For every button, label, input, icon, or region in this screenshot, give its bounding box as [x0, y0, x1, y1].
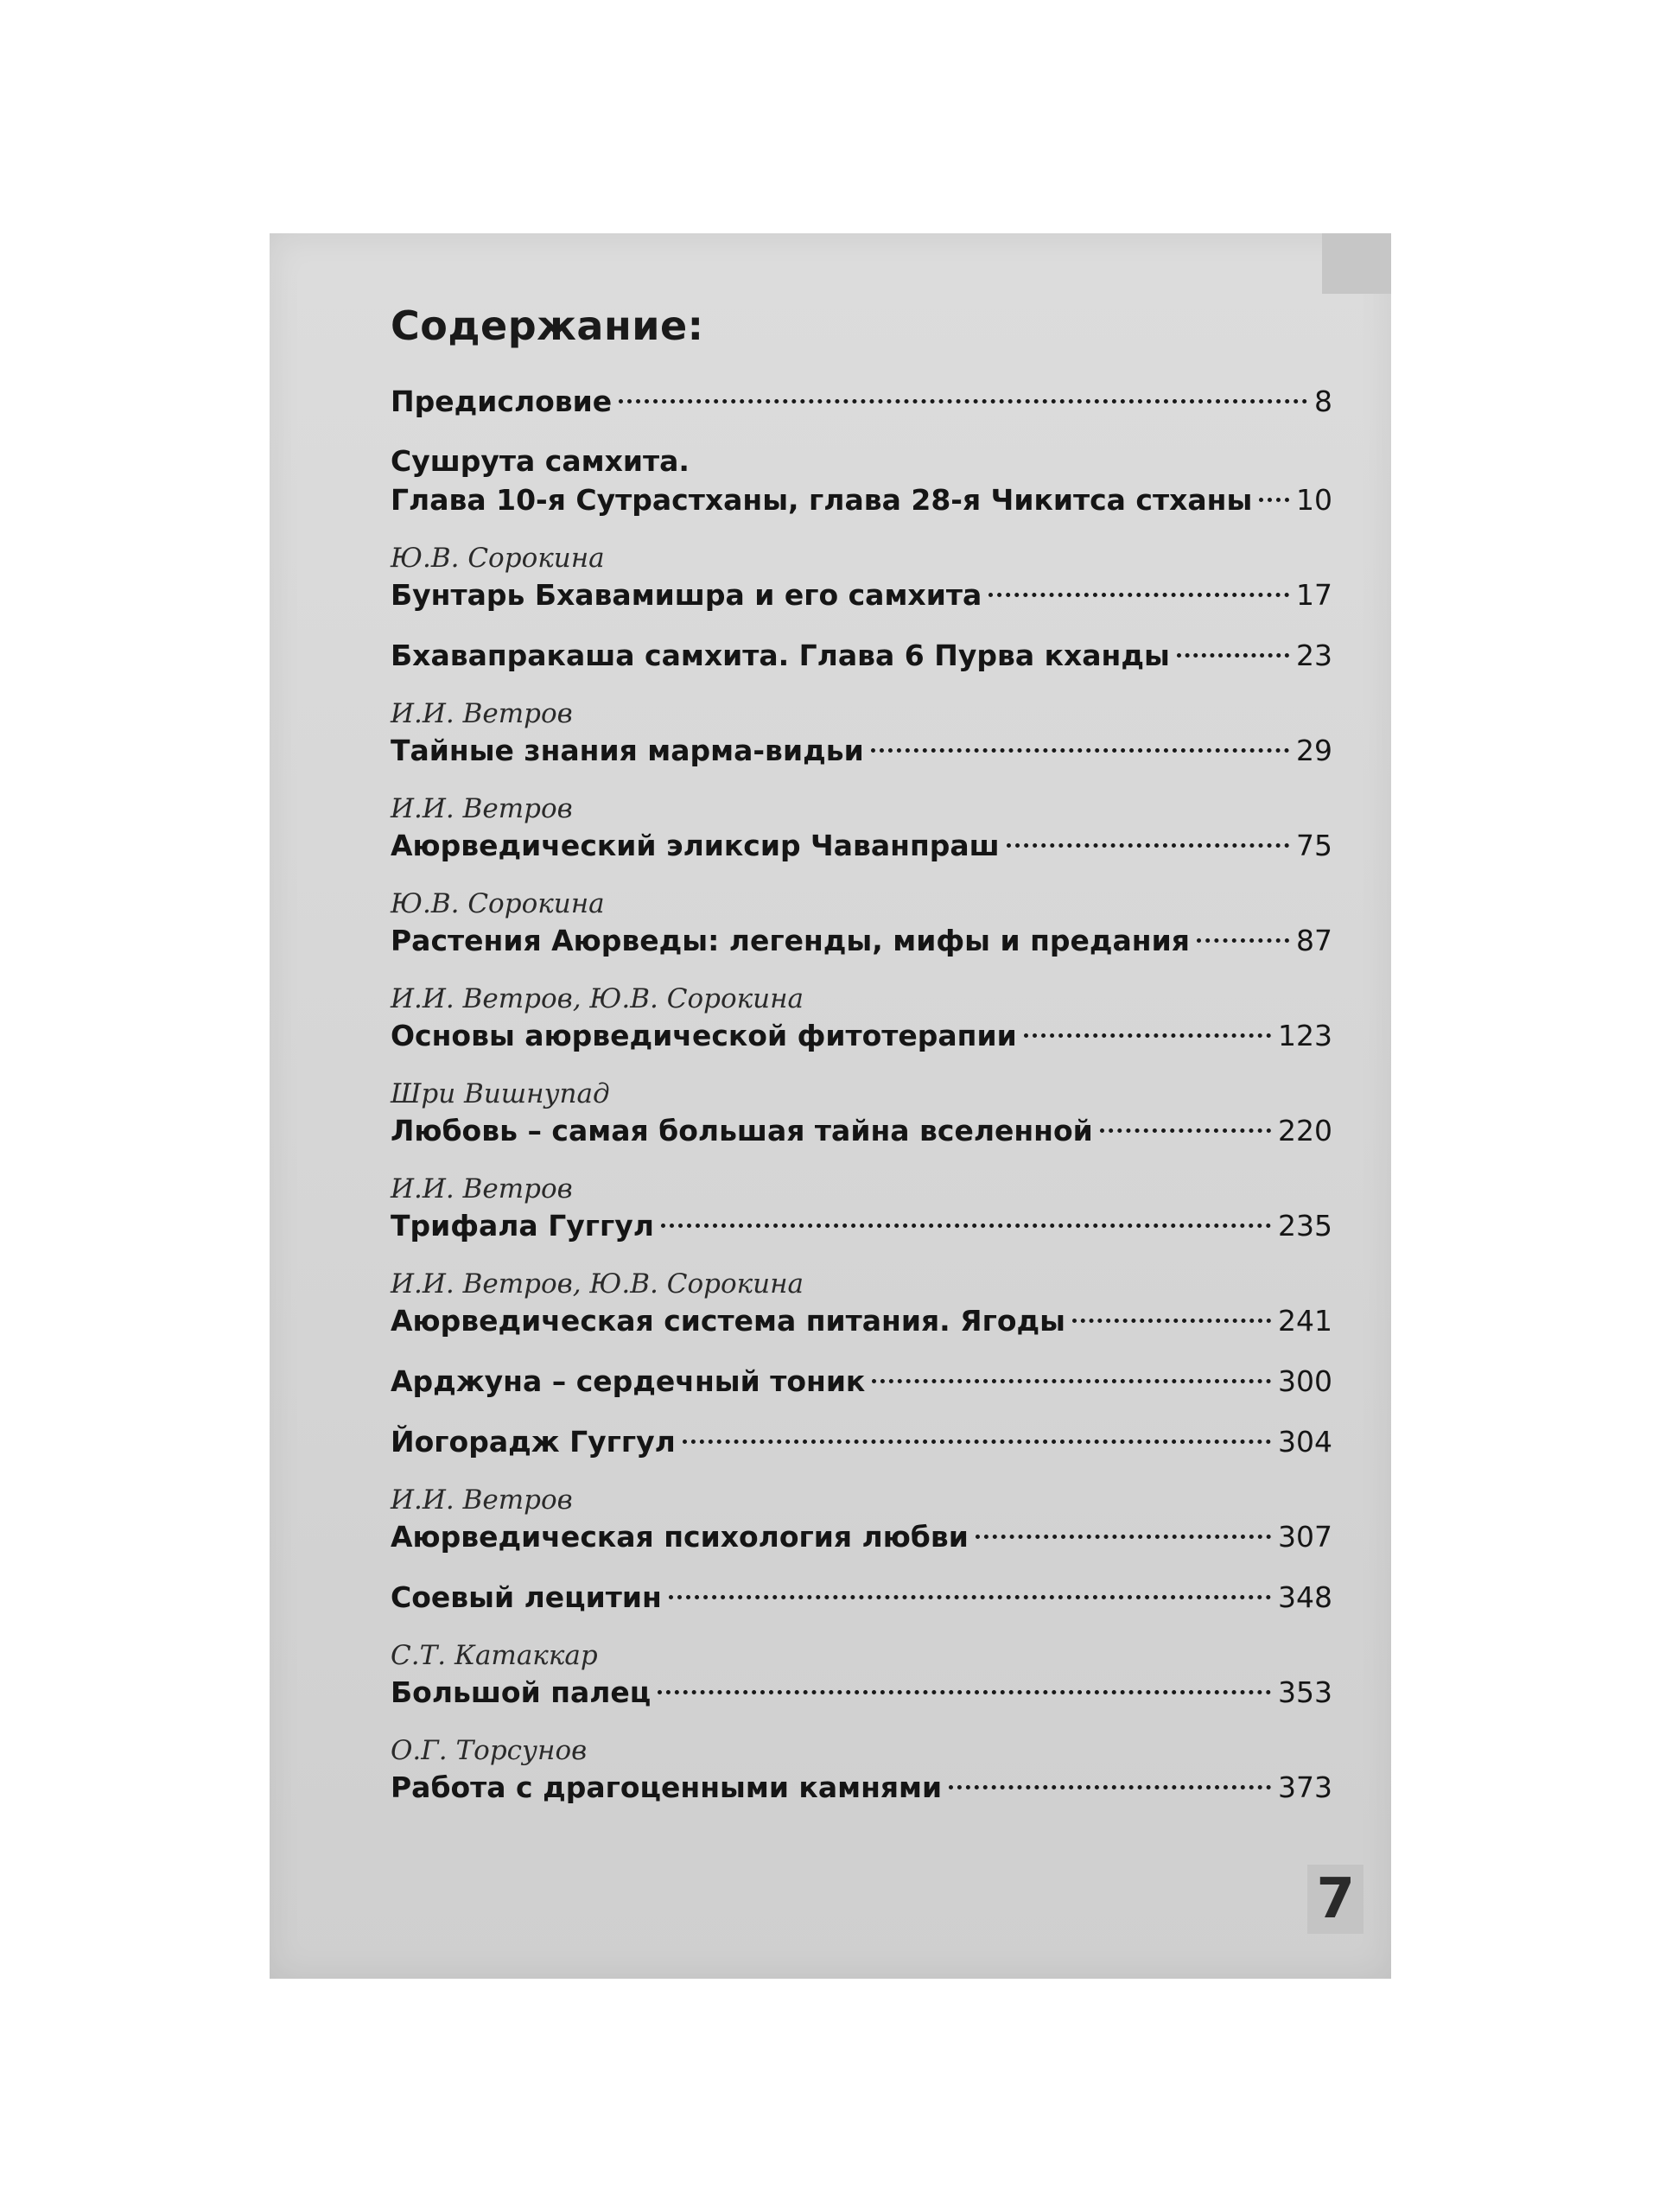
- toc-entry: [391, 541, 1332, 615]
- toc-entry: [391, 982, 1332, 1056]
- toc-entry-title: Трифала Гуггул: [391, 1209, 654, 1243]
- dot-leader: [1177, 653, 1289, 658]
- dot-leader: [1197, 938, 1289, 943]
- toc-entry-page: 307: [1278, 1520, 1332, 1554]
- toc-entry: [391, 1733, 1332, 1808]
- dot-leader: [619, 399, 1307, 404]
- toc-entry: [391, 636, 1332, 676]
- dot-leader: [669, 1595, 1271, 1599]
- dot-leader: [976, 1535, 1271, 1539]
- toc-entry-page: 75: [1296, 829, 1332, 862]
- toc-entry: [391, 791, 1332, 866]
- toc-entry-row: [391, 1206, 1332, 1246]
- dot-leader: [949, 1785, 1271, 1789]
- toc-entry-page: 23: [1296, 639, 1332, 672]
- toc-entry-author: И.И. Ветров: [391, 1484, 573, 1516]
- toc-entry: [391, 696, 1332, 771]
- toc-entry-title: Большой палец: [391, 1675, 652, 1709]
- toc-entry-row: [391, 1362, 1332, 1402]
- toc-entry-row: [391, 826, 1332, 866]
- toc-entry-title: Соевый лецитин: [391, 1580, 662, 1614]
- toc-entry-title: Тайные знания марма-видьи: [391, 734, 864, 767]
- toc-entry-author: И.И. Ветров, Ю.В. Сорокина: [391, 1268, 804, 1300]
- toc-entry-title: Растения Аюрведы: легенды, мифы и предания: [391, 924, 1190, 957]
- toc-entry-row: [391, 731, 1332, 771]
- toc-entry-row: [391, 1111, 1332, 1151]
- toc-entry-row: [391, 480, 1332, 520]
- dot-leader: [1072, 1319, 1271, 1323]
- toc-entry-row: [391, 636, 1332, 676]
- toc-entry-page: 241: [1278, 1304, 1332, 1338]
- toc-entry-page: 304: [1278, 1425, 1332, 1459]
- toc-list: [391, 382, 1332, 1808]
- toc-entry: [391, 442, 1332, 520]
- bleed-through-tab: [1322, 233, 1391, 294]
- toc-entry-page: 17: [1296, 578, 1332, 612]
- toc-entry-row: [391, 1422, 1332, 1462]
- toc-entry-title: Любовь – самая большая тайна вселенной: [391, 1114, 1093, 1147]
- toc-entry-row: [391, 382, 1332, 422]
- toc-entry-page: 300: [1278, 1364, 1332, 1398]
- dot-leader: [683, 1440, 1271, 1444]
- toc-entry-page: 348: [1278, 1580, 1332, 1614]
- dot-leader: [1024, 1033, 1271, 1038]
- toc-entry-title: Предисловие: [391, 385, 613, 418]
- toc-entry-page: 220: [1278, 1114, 1332, 1147]
- toc-entry-title: Глава 10-я Сутрастханы, глава 28-я Чикитса стханы: [391, 483, 1253, 517]
- table-of-contents: [391, 302, 1332, 1828]
- toc-entry-row: [391, 1016, 1332, 1056]
- toc-entry-author: О.Г. Торсунов: [391, 1735, 588, 1766]
- dot-leader: [988, 593, 1289, 597]
- toc-entry-title: Йогорадж Гуггул: [391, 1425, 676, 1459]
- toc-entry-author: И.И. Ветров: [391, 698, 573, 729]
- toc-entry-row: [391, 1578, 1332, 1618]
- toc-entry-page: 10: [1296, 483, 1332, 517]
- toc-entry-author: Шри Вишнупад: [391, 1078, 610, 1109]
- toc-entry-row: [391, 1673, 1332, 1713]
- dot-leader: [1100, 1128, 1271, 1133]
- dot-leader: [1259, 498, 1289, 502]
- toc-entry-author: Ю.В. Сорокина: [391, 888, 605, 919]
- dot-leader: [1007, 843, 1289, 848]
- toc-entry-title: Арджуна – сердечный тоник: [391, 1364, 866, 1398]
- toc-entry-row: [391, 921, 1332, 961]
- toc-entry: [391, 1638, 1332, 1713]
- toc-entry-title: Основы аюрведической фитотерапии: [391, 1019, 1017, 1052]
- toc-entry-page: 353: [1278, 1675, 1332, 1709]
- book-page: [270, 233, 1391, 1979]
- toc-entry: [391, 382, 1332, 422]
- toc-heading: Содержание:: [391, 302, 704, 349]
- toc-entry-author: И.И. Ветров: [391, 793, 573, 824]
- dot-leader: [661, 1224, 1271, 1228]
- toc-entry-page: 87: [1296, 924, 1332, 957]
- toc-entry-title: Аюрведическая система питания. Ягоды: [391, 1304, 1065, 1338]
- toc-entry-row: [391, 1768, 1332, 1808]
- toc-entry-author: И.И. Ветров: [391, 1173, 573, 1205]
- toc-entry-author: И.И. Ветров, Ю.В. Сорокина: [391, 983, 804, 1014]
- toc-entry-title: Аюрведический эликсир Чаванпраш: [391, 829, 1000, 862]
- toc-entry: [391, 887, 1332, 961]
- toc-entry: [391, 1172, 1332, 1246]
- toc-entry-page: 29: [1296, 734, 1332, 767]
- toc-entry-title-line: Сушрута самхита.: [391, 444, 690, 478]
- toc-entry-row: [391, 1517, 1332, 1557]
- toc-entry-title: Работа с драгоценными камнями: [391, 1770, 943, 1804]
- toc-entry: [391, 1362, 1332, 1402]
- toc-entry-row: [391, 1301, 1332, 1341]
- toc-entry-title: Аюрведическая психология любви: [391, 1520, 969, 1554]
- toc-entry-title: Бунтарь Бхавамишра и его самхита: [391, 578, 982, 612]
- toc-entry: [391, 1267, 1332, 1341]
- toc-entry-row: [391, 575, 1332, 615]
- toc-entry: [391, 1422, 1332, 1462]
- toc-entry-page: 235: [1278, 1209, 1332, 1243]
- dot-leader: [871, 748, 1289, 753]
- toc-entry-page: 373: [1278, 1770, 1332, 1804]
- toc-entry-title: Бхавапракаша самхита. Глава 6 Пурва кханды: [391, 639, 1170, 672]
- toc-entry-page: 8: [1314, 385, 1332, 418]
- toc-entry-author: С.Т. Катаккар: [391, 1640, 598, 1671]
- toc-entry: [391, 1483, 1332, 1557]
- toc-entry: [391, 1077, 1332, 1151]
- page-number: 7: [1307, 1865, 1363, 1934]
- dot-leader: [872, 1379, 1271, 1383]
- toc-entry: [391, 1578, 1332, 1618]
- toc-entry-author: Ю.В. Сорокина: [391, 543, 605, 574]
- toc-entry-page: 123: [1278, 1019, 1332, 1052]
- dot-leader: [658, 1690, 1271, 1694]
